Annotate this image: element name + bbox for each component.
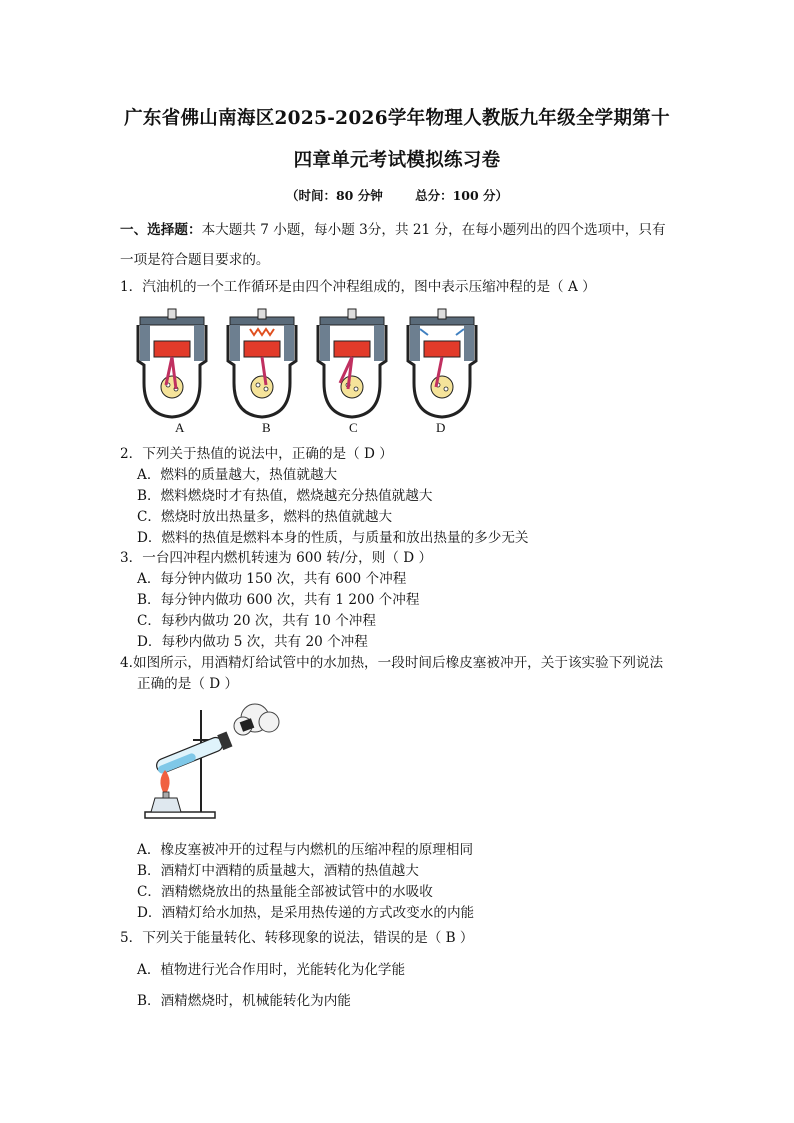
q2-option-b: B．燃料燃烧时才有热值，燃烧越充分热值就越大 — [137, 488, 433, 504]
q3-option-b: B．每分钟内做功 600 次，共有 1 200 个冲程 — [137, 592, 420, 608]
test-tube-heating-figure — [135, 700, 285, 825]
exam-title-line2: 四章单元考试模拟练习卷 — [293, 150, 501, 171]
section-heading: 一、选择题： — [120, 222, 202, 238]
engine-label-b: B — [262, 420, 271, 435]
engine-c — [318, 309, 386, 417]
q4-stem-2: 正确的是（ D ） — [137, 676, 239, 692]
q2-stem: 2．下列关于热值的说法中，正确的是（ D ） — [120, 446, 393, 462]
section-desc-1: 本大题共 7 小题，每小题 3分，共 21 分，在每小题列出的四个选项中，只有 — [201, 222, 666, 238]
q3-option-a: A．每分钟内做功 150 次，共有 600 个冲程 — [137, 571, 407, 587]
exam-info — [0, 186, 794, 204]
q5-option-a: A．植物进行光合作用时，光能转化为化学能 — [137, 962, 406, 978]
engine-label-a: A — [175, 420, 185, 435]
engine-a — [138, 309, 206, 417]
q3-stem: 3．一台四冲程内燃机转速为 600 转/分，则（ D ） — [120, 550, 433, 566]
exam-score: 总分：100 分） — [415, 188, 509, 203]
q5-stem: 5．下列关于能量转化、转移现象的说法，错误的是（ B ） — [120, 930, 474, 946]
q2-option-c: C．燃烧时放出热量多，燃料的热值就越大 — [137, 509, 393, 525]
section-intro — [120, 218, 666, 238]
exam-title-line1: 广东省佛山南海区2025-2026学年物理人教版九年级全学期第十 — [124, 108, 670, 129]
q2-option-a: A．燃料的质量越大，热值就越大 — [137, 467, 338, 483]
engine-d — [408, 309, 476, 417]
q3-option-c: C．每秒内做功 20 次，共有 10 个冲程 — [137, 613, 376, 629]
exam-time: （时间：80 分钟 — [285, 188, 383, 203]
q4-option-a: A．橡皮塞被冲开的过程与内燃机的压缩冲程的原理相同 — [137, 842, 474, 858]
section-desc-2: 一项是符合题目要求的。 — [120, 252, 270, 268]
engine-label-c: C — [349, 420, 358, 435]
q2-option-d: D．燃料的热值是燃料本身的性质，与质量和放出热量的多少无关 — [137, 530, 529, 546]
q3-option-d: D．每秒内做功 5 次，共有 20 个冲程 — [137, 634, 368, 650]
q1-stem: 1．汽油机的一个工作循环是由四个冲程组成的，图中表示压缩冲程的是（ A ） — [120, 279, 596, 295]
q4-option-c: C．酒精燃烧放出的热量能全部被试管中的水吸收 — [137, 884, 433, 900]
q4-stem-1: 4.如图所示，用酒精灯给试管中的水加热，一段时间后橡皮塞被冲开，关于该实验下列说法 — [120, 655, 664, 671]
q5-option-b: B．酒精燃烧时，机械能转化为内能 — [137, 993, 351, 1009]
q4-option-d: D．酒精灯给水加热，是采用热传递的方式改变水的内能 — [137, 905, 475, 921]
q4-option-b: B．酒精灯中酒精的质量越大，酒精的热值越大 — [137, 863, 419, 879]
engine-label-d: D — [436, 420, 446, 435]
engine-b — [228, 309, 296, 417]
